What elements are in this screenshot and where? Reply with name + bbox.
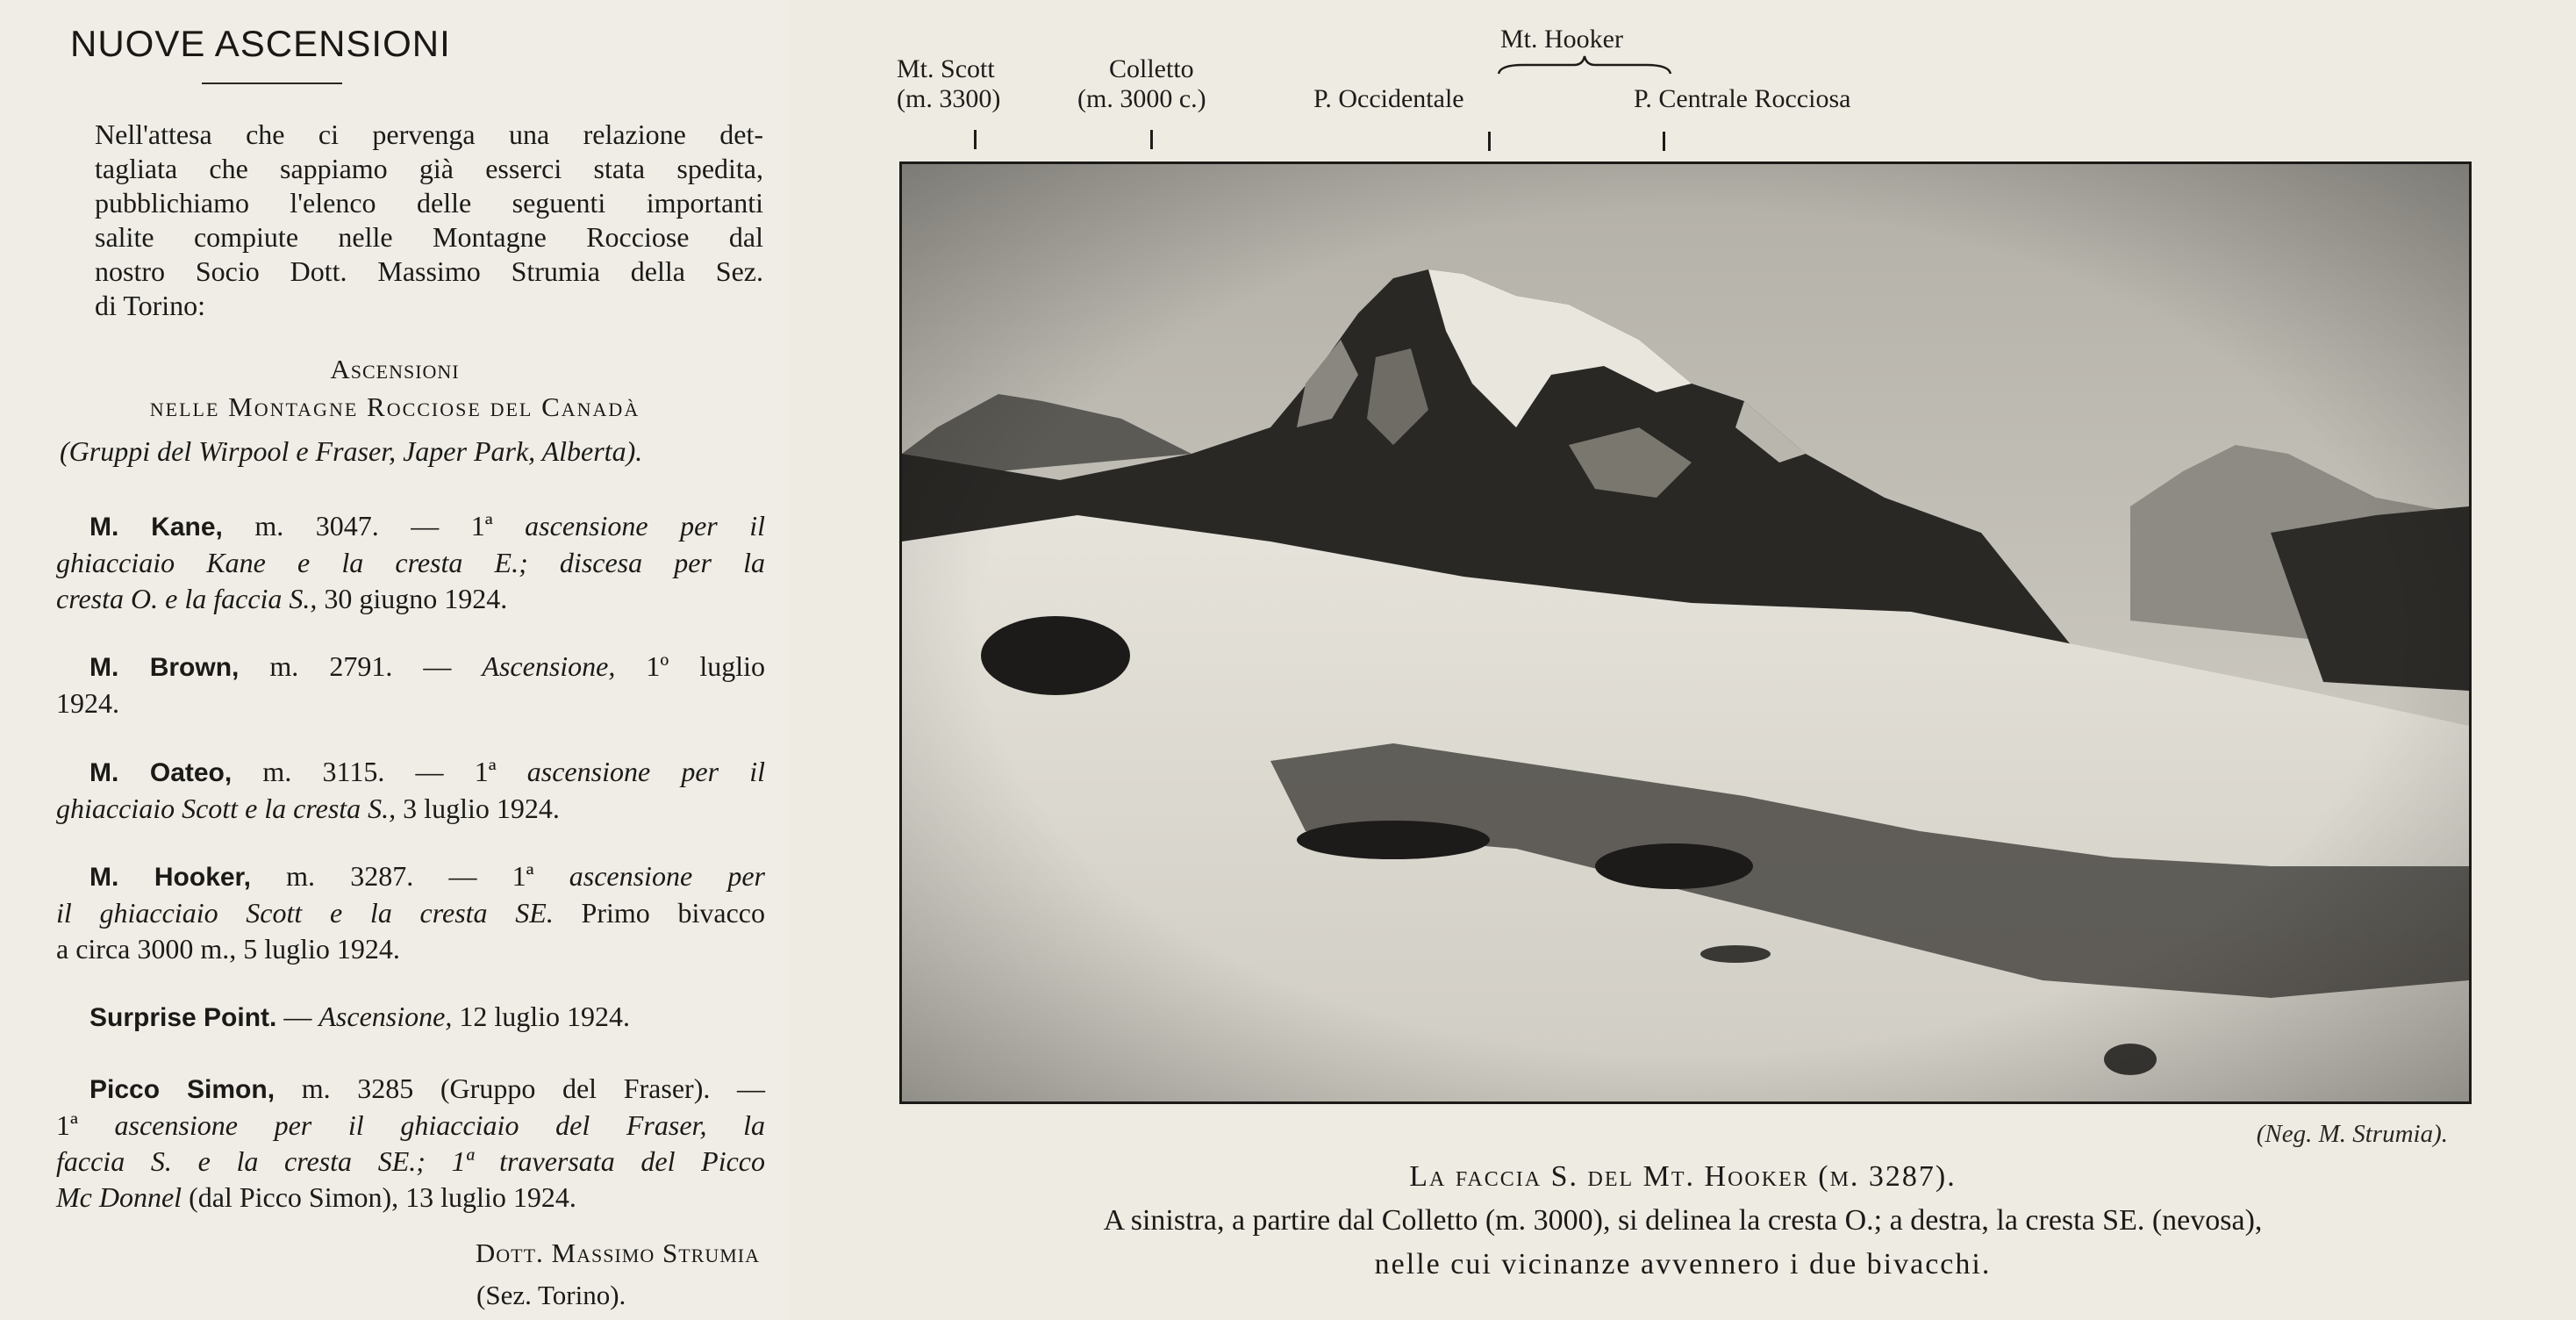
entry-line (56, 581, 765, 617)
pointer-p-occidentale (1488, 132, 1491, 151)
photo-caption-line-1: A sinistra, a partire dal Colletto (m. 3000), si delinea la cresta O.; a destra, la cresta SE. (nevosa), (1103, 1204, 2263, 1237)
entry-peak-name: M. Kane, (89, 513, 223, 542)
page-heading: NUOVE ASCENSIONI (70, 23, 451, 64)
entry-italic-text: ghiacciaio Scott e la cresta S., (56, 793, 397, 824)
entry-text: (dal Picco Simon), 13 luglio 1924. (182, 1181, 576, 1213)
signature-name: Dott. Massimo Strumia (475, 1238, 760, 1268)
label-colletto-height: (m. 3000 c.) (1077, 84, 1206, 113)
entry-peak-name: Surprise Point. (89, 1003, 277, 1032)
entry-text: 30 giugno 1924. (317, 583, 508, 614)
entry-text: 3 luglio 1924. (396, 793, 560, 824)
entry-text: — (276, 1001, 319, 1032)
entry-italic-text: Ascensione, (482, 650, 616, 682)
entry-line (56, 1108, 765, 1144)
entry-line (56, 545, 765, 581)
pointer-colletto (1150, 130, 1153, 149)
entry-line (56, 754, 765, 791)
ascent-entry-oateo (56, 754, 765, 827)
intro-line: pubblichiamo l'elenco delle seguenti importanti (95, 187, 763, 219)
entry-italic-text: Mc Donnel (56, 1181, 182, 1213)
intro-line: Nell'attesa che ci pervenga una relazione det- (95, 118, 763, 150)
entry-italic-text: faccia S. e la cresta SE.; 1ª traversata del Picco (56, 1145, 765, 1177)
entry-line (56, 895, 765, 931)
entry-line (56, 791, 765, 827)
ascent-entry-hooker (56, 858, 765, 967)
entry-italic-text: Ascensione, (318, 1001, 453, 1032)
intro-line: di Torino: (95, 290, 206, 321)
entry-text: 1º luglio (615, 650, 766, 682)
entry-line (56, 1180, 765, 1216)
intro-line: salite compiute nelle Montagne Rocciose dal (95, 221, 763, 253)
label-mt-scott-height: (m. 3300) (897, 84, 1001, 113)
photo-caption-title: La faccia S. del Mt. Hooker (m. 3287). (1409, 1160, 1957, 1193)
section-subheading-groups: (Gruppi del Wirpool e Fraser, Japer Park, Alberta). (60, 435, 643, 467)
entry-peak-name: M. Brown, (89, 653, 240, 682)
entry-text: 12 luglio 1924. (452, 1001, 630, 1032)
entry-peak-name: M. Hooker, (89, 863, 251, 892)
ascent-entry-brown (56, 649, 765, 721)
entry-line (56, 999, 765, 1036)
entry-line (56, 1071, 765, 1108)
intro-paragraph (95, 118, 763, 323)
entry-text: Primo bivacco (553, 897, 766, 929)
brace-mt-hooker (1497, 54, 1672, 77)
label-mt-hooker: Mt. Hooker (1500, 25, 1623, 54)
label-p-centrale-rocciosa: P. Centrale Rocciosa (1634, 84, 1851, 113)
entry-line (56, 649, 765, 685)
entry-peak-name: M. Oateo, (89, 758, 233, 787)
entry-text: m. 3115. — 1ª (262, 756, 527, 787)
ascent-entry-kane (56, 508, 765, 617)
section-subheading: Ascensioni (330, 354, 460, 384)
entry-text: m. 3287. — 1ª (286, 860, 569, 892)
entry-text: m. 3047. — 1ª (254, 510, 526, 542)
entry-italic-text: ascensione per (569, 860, 766, 892)
signature-section: (Sez. Torino). (476, 1280, 626, 1310)
entry-italic-text: il ghiacciaio Scott e la cresta SE. (56, 897, 554, 929)
entry-italic-text: ascensione per il (526, 756, 766, 787)
entry-text: m. 3285 (Gruppo del Fraser). — (301, 1072, 766, 1104)
photo-illustration (902, 164, 2469, 1101)
entry-text: 1ª (56, 1109, 115, 1141)
entry-italic-text: cresta O. e la faccia S., (56, 583, 318, 614)
mountain-photograph (899, 161, 2472, 1104)
entry-italic-text: ascensione per il (525, 510, 766, 542)
ascent-entry-picco-simon (56, 1071, 765, 1216)
entry-line (56, 1144, 765, 1180)
entry-line: 1924. (56, 687, 119, 719)
ascent-entry-surprise-point (56, 999, 765, 1036)
pointer-mt-scott (974, 130, 977, 149)
section-subheading-region: nelle Montagne Rocciose del Canadà (149, 391, 640, 422)
entry-line: a circa 3000 m., 5 luglio 1924. (56, 933, 400, 965)
label-p-occidentale: P. Occidentale (1313, 84, 1464, 113)
entry-line (56, 508, 765, 545)
entry-peak-name: Picco Simon, (89, 1075, 275, 1104)
entry-italic-text: ghiacciaio Kane e la cresta E.; discesa per la (56, 547, 765, 578)
entry-text: m. 2791. — (269, 650, 483, 682)
entry-line (56, 858, 765, 895)
left-page-column (0, 0, 790, 1320)
heading-divider (202, 82, 342, 84)
label-colletto: Colletto (1109, 54, 1194, 83)
intro-line: tagliata che sappiamo già esserci stata spedita, (95, 153, 763, 184)
label-mt-scott: Mt. Scott (897, 54, 995, 83)
intro-line: nostro Socio Dott. Massimo Strumia della Sez. (95, 255, 763, 287)
entry-italic-text: ascensione per il ghiacciaio del Fraser, la (114, 1109, 765, 1141)
pointer-p-centrale (1663, 132, 1665, 151)
photo-credit: (Neg. M. Strumia). (2256, 1120, 2448, 1148)
photo-caption-line-2: nelle cui vicinanze avvennero i due bivacchi. (1374, 1248, 1992, 1281)
